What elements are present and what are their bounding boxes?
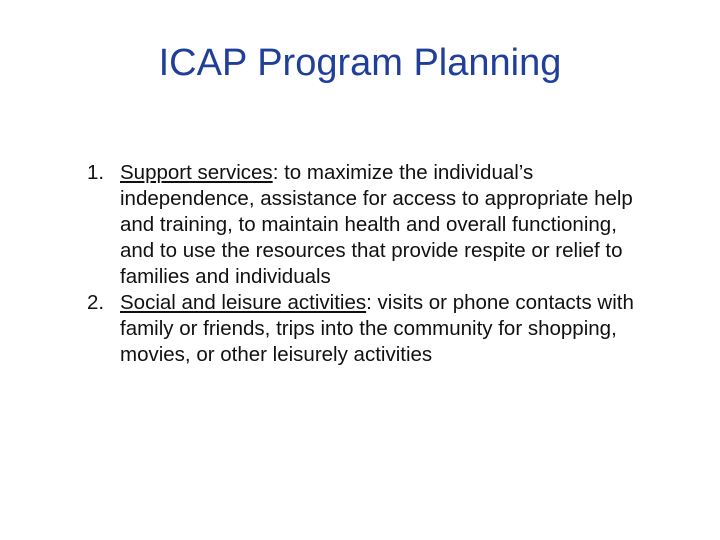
- numbered-list: [87, 160, 638, 368]
- list-item-number: 2.: [87, 291, 105, 314]
- list-item-text: : visits or phone contacts with family or friends, trips into the community for shopping, movies, or other leisurely activities: [120, 291, 634, 366]
- list-item-social-leisure: [87, 290, 638, 368]
- list-item-number: 1.: [87, 161, 105, 184]
- list-item-term: Social and leisure activities: [120, 291, 367, 314]
- list-item-text: : to maximize the individual’s independence, assistance for access to appropriate help and training, to maintain health and overall functioning, and to use the resources that provide respite or relief to families and individuals: [120, 161, 633, 288]
- slide-title: ICAP Program Planning: [158, 42, 562, 84]
- list-item-support-services: [87, 160, 638, 290]
- list-item-term: Support services: [120, 161, 273, 184]
